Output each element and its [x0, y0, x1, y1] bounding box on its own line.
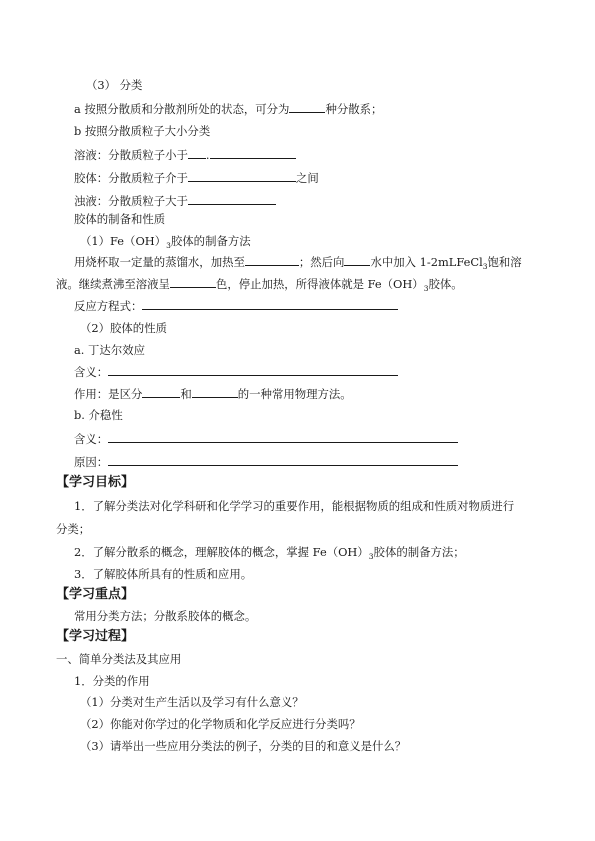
process-heading: 【学习过程】 — [56, 629, 135, 644]
text-segment: （1）Fe（OH） — [80, 234, 167, 248]
objective-2 — [74, 545, 465, 560]
blank-field[interactable] — [188, 193, 276, 205]
blank-field[interactable] — [289, 101, 325, 113]
reason-line — [74, 454, 458, 470]
text-segment: . — [205, 148, 210, 162]
blank-field[interactable] — [108, 364, 398, 376]
text-segment: 胶体的制备方法； — [373, 545, 465, 559]
props-title: （2）胶体的性质 — [80, 321, 167, 335]
text-segment: 溶液：分散质粒子小于 — [74, 148, 188, 162]
text-segment: 胶体的制备方法 — [170, 234, 251, 248]
blank-field[interactable] — [188, 170, 296, 182]
solution-line — [74, 147, 296, 163]
blank-field[interactable] — [142, 386, 180, 398]
objectives-heading: 【学习目标】 — [56, 475, 135, 490]
text-segment: 胶体：分散质粒子介于 — [74, 171, 188, 185]
classification-a-line — [74, 101, 382, 117]
text-segment: 之间 — [295, 171, 319, 185]
objective-3: 3．了解胶体所具有的性质和应用。 — [74, 567, 253, 581]
text-segment: 用烧杯取一定量的蒸馏水，加热至 — [74, 255, 245, 269]
prep-title — [80, 234, 251, 249]
question-1: （1）分类对生产生活以及学习有什么意义？ — [80, 695, 304, 709]
process-subsection-1: 1．分类的作用 — [74, 674, 150, 688]
blank-field[interactable] — [192, 386, 238, 398]
blank-field[interactable] — [210, 147, 296, 159]
text-segment: 饱和溶 — [487, 255, 522, 269]
subscript: 3 — [166, 241, 171, 250]
text-segment: 反应方程式： — [74, 299, 143, 313]
text-segment: 种分散系； — [325, 102, 383, 116]
prep-line-2 — [56, 276, 463, 292]
text-segment: 原因： — [74, 455, 109, 469]
blank-field[interactable] — [245, 254, 299, 266]
blank-field[interactable] — [142, 298, 398, 310]
key-points-text: 常用分类方法；分散系胶体的概念。 — [74, 609, 257, 623]
meaning-line — [74, 364, 398, 380]
colloid-section-title: 胶体的制备和性质 — [74, 212, 166, 226]
classification-title: （3） 分类 — [86, 78, 143, 92]
blank-field[interactable] — [170, 276, 216, 288]
text-segment: ；然后向 — [298, 255, 345, 269]
text-segment: 含义： — [74, 365, 109, 379]
turbid-line — [74, 193, 276, 209]
blank-field[interactable] — [188, 147, 206, 159]
blank-field[interactable] — [344, 254, 370, 266]
text-segment: 液。继续煮沸至溶液呈 — [56, 277, 170, 291]
process-section-1: 一、简单分类法及其应用 — [56, 652, 182, 666]
text-segment: 作用：是区分 — [74, 387, 143, 401]
text-segment: 水中加入 1-2mLFeCl — [370, 255, 483, 269]
classification-b-line: b 按照分散质粒子大小分类 — [74, 124, 211, 138]
text-segment: 色，停止加热，所得液体就是 Fe（OH） — [215, 277, 424, 291]
subscript: 3 — [482, 262, 488, 271]
meaning2-line — [74, 431, 458, 447]
text-segment: a 按照分散质和分散剂所处的状态，可分为 — [74, 102, 290, 116]
question-2: （2）你能对你学过的化学物质和化学反应进行分类吗？ — [80, 717, 361, 731]
objective-1-line-2: 分类； — [56, 522, 91, 536]
subscript: 3 — [423, 284, 429, 293]
blank-field[interactable] — [108, 454, 458, 466]
text-segment: 胶体。 — [428, 277, 463, 291]
text-segment: 2．了解分散系的概念，理解胶体的概念，掌握 Fe（OH） — [74, 545, 369, 559]
text-segment: 浊液：分散质粒子大于 — [74, 194, 188, 208]
text-segment: 和 — [180, 387, 192, 401]
prep-line-1 — [74, 254, 522, 270]
text-segment: 含义： — [74, 432, 109, 446]
use-line — [74, 386, 352, 402]
subscript: 3 — [368, 552, 374, 561]
objective-1-line-1: 1．了解分类法对化学科研和化学学习的重要作用，能根据物质的组成和性质对物质进行 — [74, 499, 515, 513]
key-points-heading: 【学习重点】 — [56, 587, 135, 602]
metastable-title: b. 介稳性 — [74, 408, 123, 422]
equation-line — [74, 298, 398, 314]
blank-field[interactable] — [108, 431, 458, 443]
question-3: （3）请举出一些应用分类法的例子，分类的目的和意义是什么？ — [80, 739, 407, 753]
text-segment: 的一种常用物理方法。 — [237, 387, 352, 401]
colloid-line — [74, 170, 319, 186]
tyndall-title: a. 丁达尔效应 — [74, 343, 145, 357]
